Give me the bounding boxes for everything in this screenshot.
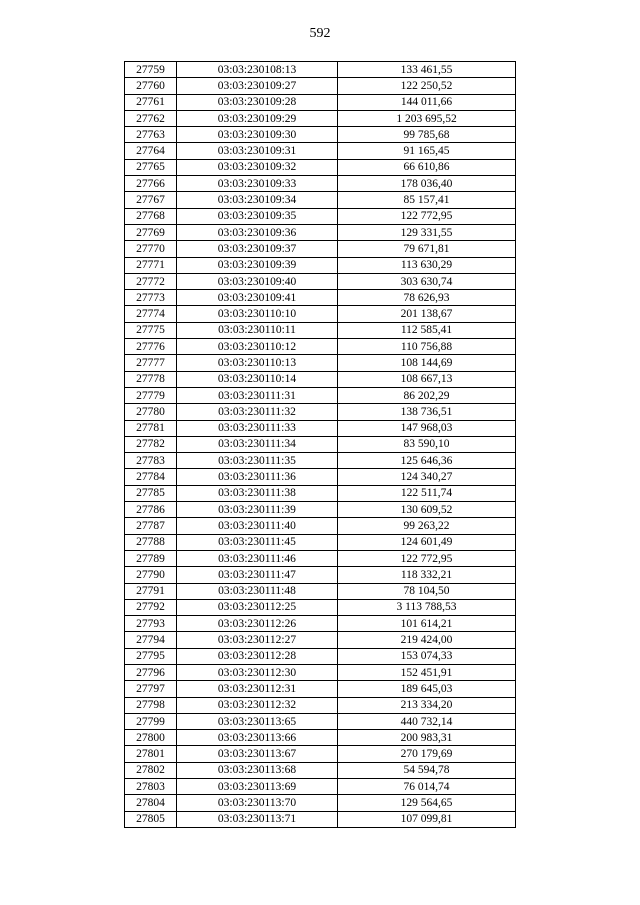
row-number-cell: 27788	[125, 534, 177, 550]
row-number-cell: 27781	[125, 420, 177, 436]
value-cell: 113 630,29	[338, 257, 516, 273]
row-number-cell: 27777	[125, 355, 177, 371]
table-row	[125, 436, 516, 452]
table-row	[125, 550, 516, 566]
cadastral-number-cell: 03:03:230109:33	[177, 176, 338, 192]
cadastral-number-cell: 03:03:230109:40	[177, 273, 338, 289]
value-cell: 200 983,31	[338, 730, 516, 746]
cadastral-number-cell: 03:03:230111:40	[177, 518, 338, 534]
value-cell: 83 590,10	[338, 436, 516, 452]
table-row	[125, 127, 516, 143]
value-cell: 144 011,66	[338, 94, 516, 110]
table-row	[125, 453, 516, 469]
cadastral-number-cell: 03:03:230112:32	[177, 697, 338, 713]
cadastral-number-cell: 03:03:230113:68	[177, 762, 338, 778]
table-row	[125, 143, 516, 159]
cadastral-number-cell: 03:03:230112:25	[177, 599, 338, 615]
table-row	[125, 241, 516, 257]
table-body	[125, 62, 516, 828]
table-row	[125, 616, 516, 632]
table-row	[125, 648, 516, 664]
row-number-cell: 27773	[125, 290, 177, 306]
table-row	[125, 485, 516, 501]
table-row	[125, 681, 516, 697]
row-number-cell: 27776	[125, 339, 177, 355]
value-cell: 122 772,95	[338, 550, 516, 566]
table-row	[125, 534, 516, 550]
cadastral-number-cell: 03:03:230113:71	[177, 811, 338, 827]
cadastral-number-cell: 03:03:230109:39	[177, 257, 338, 273]
cadastral-number-cell: 03:03:230109:29	[177, 110, 338, 126]
value-cell: 91 165,45	[338, 143, 516, 159]
table-row	[125, 502, 516, 518]
row-number-cell: 27792	[125, 599, 177, 615]
cadastral-number-cell: 03:03:230111:38	[177, 485, 338, 501]
value-cell: 78 104,50	[338, 583, 516, 599]
cadastral-number-cell: 03:03:230110:10	[177, 306, 338, 322]
table-row	[125, 746, 516, 762]
row-number-cell: 27798	[125, 697, 177, 713]
value-cell: 78 626,93	[338, 290, 516, 306]
table-row	[125, 306, 516, 322]
table-row	[125, 355, 516, 371]
value-cell: 129 564,65	[338, 795, 516, 811]
value-cell: 124 601,49	[338, 534, 516, 550]
row-number-cell: 27780	[125, 404, 177, 420]
table-row	[125, 518, 516, 534]
table-row	[125, 110, 516, 126]
cadastral-number-cell: 03:03:230111:45	[177, 534, 338, 550]
value-cell: 118 332,21	[338, 567, 516, 583]
row-number-cell: 27791	[125, 583, 177, 599]
value-cell: 152 451,91	[338, 664, 516, 680]
row-number-cell: 27761	[125, 94, 177, 110]
value-cell: 108 667,13	[338, 371, 516, 387]
row-number-cell: 27764	[125, 143, 177, 159]
table-row	[125, 62, 516, 78]
value-cell: 110 756,88	[338, 339, 516, 355]
row-number-cell: 27790	[125, 567, 177, 583]
cadastral-number-cell: 03:03:230109:36	[177, 224, 338, 240]
value-cell: 54 594,78	[338, 762, 516, 778]
table-row	[125, 371, 516, 387]
value-cell: 124 340,27	[338, 469, 516, 485]
row-number-cell: 27771	[125, 257, 177, 273]
value-cell: 213 334,20	[338, 697, 516, 713]
value-cell: 99 785,68	[338, 127, 516, 143]
value-cell: 270 179,69	[338, 746, 516, 762]
table-row	[125, 779, 516, 795]
row-number-cell: 27762	[125, 110, 177, 126]
value-cell: 189 645,03	[338, 681, 516, 697]
table-row	[125, 811, 516, 827]
cadastral-number-cell: 03:03:230108:13	[177, 62, 338, 78]
table-row	[125, 583, 516, 599]
table-row	[125, 664, 516, 680]
row-number-cell: 27800	[125, 730, 177, 746]
cadastral-number-cell: 03:03:230109:35	[177, 208, 338, 224]
cadastral-number-cell: 03:03:230109:37	[177, 241, 338, 257]
table-row	[125, 94, 516, 110]
table-row	[125, 730, 516, 746]
table-row	[125, 159, 516, 175]
row-number-cell: 27799	[125, 713, 177, 729]
value-cell: 99 263,22	[338, 518, 516, 534]
value-cell: 129 331,55	[338, 224, 516, 240]
cadastral-number-cell: 03:03:230111:48	[177, 583, 338, 599]
table-row	[125, 78, 516, 94]
row-number-cell: 27769	[125, 224, 177, 240]
table-row	[125, 257, 516, 273]
table-row	[125, 290, 516, 306]
cadastral-number-cell: 03:03:230113:66	[177, 730, 338, 746]
table-row	[125, 339, 516, 355]
cadastral-number-cell: 03:03:230111:32	[177, 404, 338, 420]
cadastral-number-cell: 03:03:230112:27	[177, 632, 338, 648]
value-cell: 201 138,67	[338, 306, 516, 322]
table-row	[125, 420, 516, 436]
row-number-cell: 27797	[125, 681, 177, 697]
row-number-cell: 27794	[125, 632, 177, 648]
cadastral-number-cell: 03:03:230111:33	[177, 420, 338, 436]
value-cell: 3 113 788,53	[338, 599, 516, 615]
row-number-cell: 27775	[125, 322, 177, 338]
cadastral-number-cell: 03:03:230113:67	[177, 746, 338, 762]
row-number-cell: 27770	[125, 241, 177, 257]
row-number-cell: 27772	[125, 273, 177, 289]
row-number-cell: 27793	[125, 616, 177, 632]
data-table	[124, 61, 516, 828]
row-number-cell: 27787	[125, 518, 177, 534]
row-number-cell: 27796	[125, 664, 177, 680]
cadastral-number-cell: 03:03:230112:28	[177, 648, 338, 664]
cadastral-number-cell: 03:03:230111:35	[177, 453, 338, 469]
row-number-cell: 27779	[125, 387, 177, 403]
cadastral-number-cell: 03:03:230111:34	[177, 436, 338, 452]
value-cell: 153 074,33	[338, 648, 516, 664]
cadastral-number-cell: 03:03:230112:26	[177, 616, 338, 632]
row-number-cell: 27783	[125, 453, 177, 469]
table-row	[125, 795, 516, 811]
value-cell: 122 250,52	[338, 78, 516, 94]
row-number-cell: 27763	[125, 127, 177, 143]
cadastral-number-cell: 03:03:230111:39	[177, 502, 338, 518]
cadastral-number-cell: 03:03:230112:31	[177, 681, 338, 697]
row-number-cell: 27802	[125, 762, 177, 778]
cadastral-number-cell: 03:03:230111:47	[177, 567, 338, 583]
cadastral-number-cell: 03:03:230109:31	[177, 143, 338, 159]
value-cell: 138 736,51	[338, 404, 516, 420]
page-number: 592	[309, 26, 331, 41]
value-cell: 107 099,81	[338, 811, 516, 827]
row-number-cell: 27760	[125, 78, 177, 94]
row-number-cell: 27782	[125, 436, 177, 452]
value-cell: 108 144,69	[338, 355, 516, 371]
cadastral-number-cell: 03:03:230113:65	[177, 713, 338, 729]
value-cell: 85 157,41	[338, 192, 516, 208]
value-cell: 303 630,74	[338, 273, 516, 289]
cadastral-number-cell: 03:03:230111:36	[177, 469, 338, 485]
table-row	[125, 599, 516, 615]
value-cell: 440 732,14	[338, 713, 516, 729]
value-cell: 219 424,00	[338, 632, 516, 648]
table-row	[125, 387, 516, 403]
cadastral-number-cell: 03:03:230112:30	[177, 664, 338, 680]
table-row	[125, 192, 516, 208]
row-number-cell: 27795	[125, 648, 177, 664]
cadastral-number-cell: 03:03:230111:31	[177, 387, 338, 403]
cadastral-number-cell: 03:03:230110:12	[177, 339, 338, 355]
row-number-cell: 27759	[125, 62, 177, 78]
cadastral-number-cell: 03:03:230110:14	[177, 371, 338, 387]
cadastral-number-cell: 03:03:230109:27	[177, 78, 338, 94]
row-number-cell: 27767	[125, 192, 177, 208]
value-cell: 122 772,95	[338, 208, 516, 224]
table-row	[125, 469, 516, 485]
table-row	[125, 632, 516, 648]
table-row	[125, 404, 516, 420]
value-cell: 86 202,29	[338, 387, 516, 403]
table-row	[125, 322, 516, 338]
row-number-cell: 27801	[125, 746, 177, 762]
row-number-cell: 27785	[125, 485, 177, 501]
cadastral-number-cell: 03:03:230113:70	[177, 795, 338, 811]
value-cell: 178 036,40	[338, 176, 516, 192]
cadastral-number-cell: 03:03:230113:69	[177, 779, 338, 795]
table-row	[125, 697, 516, 713]
row-number-cell: 27766	[125, 176, 177, 192]
row-number-cell: 27805	[125, 811, 177, 827]
value-cell: 125 646,36	[338, 453, 516, 469]
cadastral-number-cell: 03:03:230109:34	[177, 192, 338, 208]
cadastral-number-cell: 03:03:230109:32	[177, 159, 338, 175]
value-cell: 112 585,41	[338, 322, 516, 338]
table-row	[125, 224, 516, 240]
value-cell: 133 461,55	[338, 62, 516, 78]
cadastral-number-cell: 03:03:230109:28	[177, 94, 338, 110]
row-number-cell: 27778	[125, 371, 177, 387]
table-row	[125, 762, 516, 778]
row-number-cell: 27784	[125, 469, 177, 485]
cadastral-number-cell: 03:03:230109:30	[177, 127, 338, 143]
row-number-cell: 27804	[125, 795, 177, 811]
value-cell: 101 614,21	[338, 616, 516, 632]
table-row	[125, 176, 516, 192]
row-number-cell: 27774	[125, 306, 177, 322]
value-cell: 76 014,74	[338, 779, 516, 795]
value-cell: 79 671,81	[338, 241, 516, 257]
cadastral-number-cell: 03:03:230111:46	[177, 550, 338, 566]
table-row	[125, 713, 516, 729]
value-cell: 1 203 695,52	[338, 110, 516, 126]
value-cell: 147 968,03	[338, 420, 516, 436]
cadastral-number-cell: 03:03:230110:11	[177, 322, 338, 338]
row-number-cell: 27768	[125, 208, 177, 224]
value-cell: 122 511,74	[338, 485, 516, 501]
cadastral-number-cell: 03:03:230110:13	[177, 355, 338, 371]
row-number-cell: 27786	[125, 502, 177, 518]
row-number-cell: 27789	[125, 550, 177, 566]
row-number-cell: 27803	[125, 779, 177, 795]
cadastral-number-cell: 03:03:230109:41	[177, 290, 338, 306]
table-row	[125, 208, 516, 224]
table-row	[125, 567, 516, 583]
value-cell: 66 610,86	[338, 159, 516, 175]
table-row	[125, 273, 516, 289]
value-cell: 130 609,52	[338, 502, 516, 518]
row-number-cell: 27765	[125, 159, 177, 175]
